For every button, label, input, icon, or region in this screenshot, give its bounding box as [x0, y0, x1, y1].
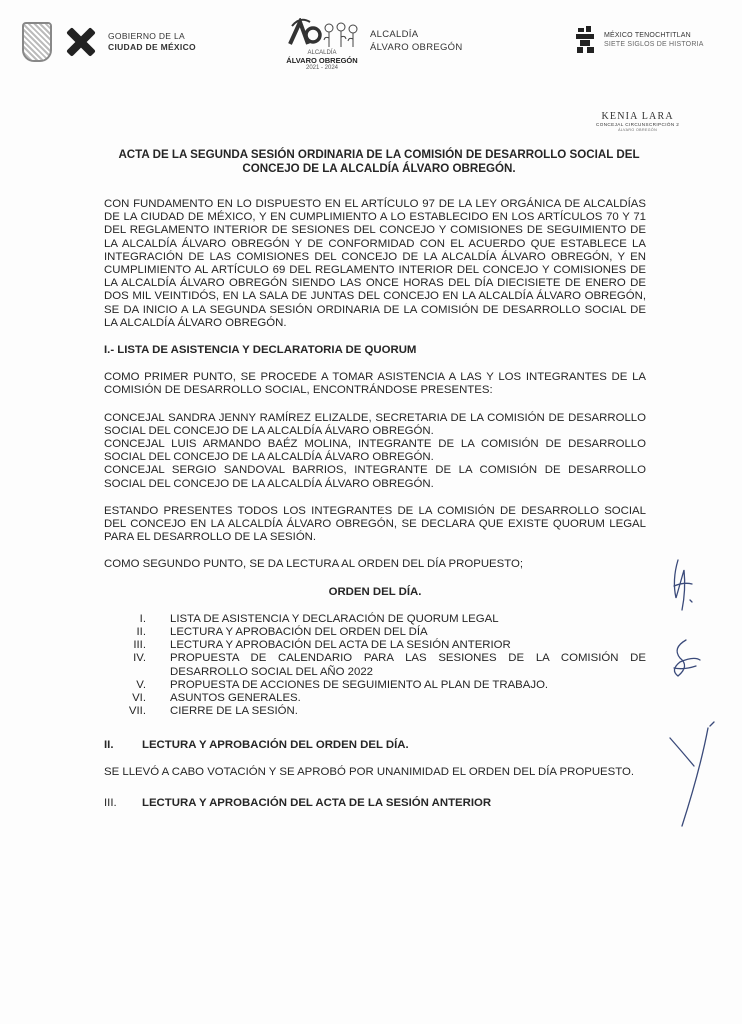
document-title: ACTA DE LA SEGUNDA SESIÓN ORDINARIA DE LA COMISIÓN DE DESARROLLO SOCIAL DEL CONCEJO DE LA ALCALDÍA ÁLVARO OBREGÓN. [118, 148, 640, 175]
flowers-icon [322, 22, 360, 48]
agenda-item-text: PROPUESTA DE CALENDARIO PARA LAS SESIONES DE LA COMISIÓN DE DESARROLLO SOCIAL DEL AÑO 2022 [170, 652, 646, 678]
cdmx-x-icon [64, 25, 98, 59]
section-3-title: LECTURA Y APROBACIÓN DEL ACTA DE LA SESIÓN ANTERIOR [142, 796, 492, 809]
concejal-stamp [596, 111, 679, 132]
agenda-item-text: CIERRE DE LA SESIÓN. [170, 705, 298, 718]
cdmx-logo-text [108, 31, 196, 53]
ao-logo-years: 2021 - 2024 [305, 65, 339, 71]
stamp-name: KENIA LARA [601, 111, 674, 122]
cdmx-logo [22, 22, 196, 62]
section-1-paragraph-3: COMO SEGUNDO PUNTO, SE DA LECTURA AL ORDEN DEL DÍA PROPUESTO; [104, 558, 524, 571]
agenda-item [104, 692, 646, 705]
agenda-item-number: VI. [132, 692, 146, 705]
alcaldia-ao-logo [282, 18, 362, 84]
alcaldia-line-1: ALCALDÍA [370, 29, 419, 40]
glyph-icon [574, 26, 598, 54]
cdmx-line-2: CIUDAD DE MÉXICO [108, 42, 196, 52]
agenda-item-text: LECTURA Y APROBACIÓN DEL ORDEN DEL DÍA [170, 626, 428, 639]
coat-of-arms-icon [22, 22, 52, 62]
mt-line-1: MÉXICO TENOCHTITLAN [604, 32, 691, 39]
mt-line-2: SIETE SIGLOS DE HISTORIA [604, 41, 704, 48]
letterhead [0, 14, 742, 84]
section-1-paragraph-2: ESTANDO PRESENTES TODOS LOS INTEGRANTES DE LA COMISIÓN DE DESARROLLO SOCIAL DEL CONCEJO EN LA ALCALDÍA ÁLVARO OBREGÓN, SE DECLARA QUE EXISTE QUORUM LEGAL PARA EL DESARROLLO DE LA SESIÓN. [104, 504, 646, 544]
agenda-list [104, 613, 646, 719]
stamp-place: ÁLVARO OBREGÓN [618, 128, 658, 132]
cdmx-line-1: GOBIERNO DE LA [108, 31, 185, 41]
agenda-item [104, 652, 646, 678]
agenda-item-number: IV. [133, 652, 146, 665]
agenda-item [104, 705, 646, 718]
alcaldia-line-2: ÁLVARO OBREGÓN [370, 42, 463, 53]
section-1-paragraph-1: COMO PRIMER PUNTO, SE PROCEDE A TOMAR ASISTENCIA A LAS Y LOS INTEGRANTES DE LA COMISIÓN DE DESARROLLO SOCIAL, ENCONTRÁNDOSE PRESENTES: [104, 371, 646, 397]
document-body [104, 148, 646, 810]
agenda-item-text: ASUNTOS GENERALES. [170, 692, 301, 705]
agenda-item [104, 679, 646, 692]
agenda-item-number: VII. [128, 705, 146, 718]
ao-logo-line-1: ALCALDÍA [307, 50, 337, 56]
section-2-number: II. [104, 738, 114, 751]
agenda-item-number: I. [139, 612, 146, 625]
agenda-item-text: LECTURA Y APROBACIÓN DEL ACTA DE LA SESIÓN ANTERIOR [170, 639, 511, 652]
alcaldia-heading [370, 28, 463, 54]
attendee-1: CONCEJAL SANDRA JENNY RAMÍREZ ELIZALDE, SECRETARIA DE LA COMISIÓN DE DESARROLLO SOCIAL DEL CONCEJO DE LA ALCALDÍA ÁLVARO OBREGÓN. [104, 411, 646, 437]
stamp-role: CONCEJAL CIRCUNSCRIPCIÓN 2 [596, 122, 680, 127]
section-3-number: III. [104, 796, 117, 809]
agenda-item [104, 639, 646, 652]
section-1-heading: I.- LISTA DE ASISTENCIA Y DECLARATORIA DE QUORUM [104, 344, 417, 357]
agenda-item-number: V. [136, 678, 146, 691]
intro-paragraph: CON FUNDAMENTO EN LO DISPUESTO EN EL ARTÍCULO 97 DE LA LEY ORGÁNICA DE ALCALDÍAS DE LA CIUDAD DE MÉXICO, Y EN CUMPLIMIENTO A LO ESTABLECIDO EN LOS ARTÍCULOS 70 Y 71 DEL REGLAMENTO INTERIOR DE SESIONES DEL CONCEJO Y COMISIONES DE SEGUIMIENTO DE LA ALCALDÍA ÁLVARO OBREGÓN Y DE CONFORMIDAD CON EL ACUERDO QUE ESTABLECE LA INTEGRACIÓN DE LAS COMISIONES DEL CONCEJO DE LA ALCALDÍA ÁLVARO OBREGÓN, Y EN CUMPLIMIENTO AL ARTÍCULO 69 DEL REGLAMENTO INTERIOR DEL CONCEJO Y COMISIONES DE LA ALCALDÍA ÁLVARO OBREGÓN SIENDO LAS ONCE HORAS DEL DÍA DIECISIETE DE ENERO DE DOS MIL VEINTIDÓS, EN LA SALA DE JUNTAS DEL CONCEJO EN LA ALCALDÍA ÁLVARO OBREGÓN, SE DA INICIO A LA SEGUNDA SESIÓN ORDINARIA DE LA COMISIÓN DE DESARROLLO SOCIAL DE LA ALCALDÍA ÁLVARO OBREGÓN. [104, 198, 646, 329]
ao-logo-line-2: ÁLVARO OBREGÓN [286, 56, 358, 65]
section-3-heading [104, 797, 646, 810]
agenda-item-text: PROPUESTA DE ACCIONES DE SEGUIMIENTO AL PLAN DE TRABAJO. [170, 678, 549, 691]
agenda-item-text: LISTA DE ASISTENCIA Y DECLARACIÓN DE QUORUM LEGAL [170, 612, 499, 625]
agenda-item-number: II. [136, 626, 146, 639]
section-2-title: LECTURA Y APROBACIÓN DEL ORDEN DEL DÍA. [142, 738, 409, 751]
attendee-3: CONCEJAL SERGIO SANDOVAL BARRIOS, INTEGRANTE DE LA COMISIÓN DE DESARROLLO SOCIAL DEL CONCEJO DE LA ALCALDÍA ÁLVARO OBREGÓN. [104, 464, 646, 490]
agenda-heading: ORDEN DEL DÍA. [328, 585, 422, 598]
mexico-tenochtitlan-logo [574, 26, 704, 54]
section-2-paragraph: SE LLEVÓ A CABO VOTACIÓN Y SE APROBÓ POR UNANIMIDAD EL ORDEN DEL DÍA PROPUESTO. [104, 765, 635, 778]
agenda-item [104, 613, 646, 626]
section-2-heading [104, 739, 646, 752]
attendee-2: CONCEJAL LUIS ARMANDO BAÉZ MOLINA, INTEGRANTE DE LA COMISIÓN DE DESARROLLO SOCIAL DEL CONCEJO DE LA ALCALDÍA ÁLVARO OBREGÓN. [104, 438, 646, 464]
mt-logo-text [604, 31, 704, 49]
handwritten-signatures [650, 540, 740, 840]
agenda-item-number: III. [133, 639, 146, 652]
agenda-item [104, 626, 646, 639]
